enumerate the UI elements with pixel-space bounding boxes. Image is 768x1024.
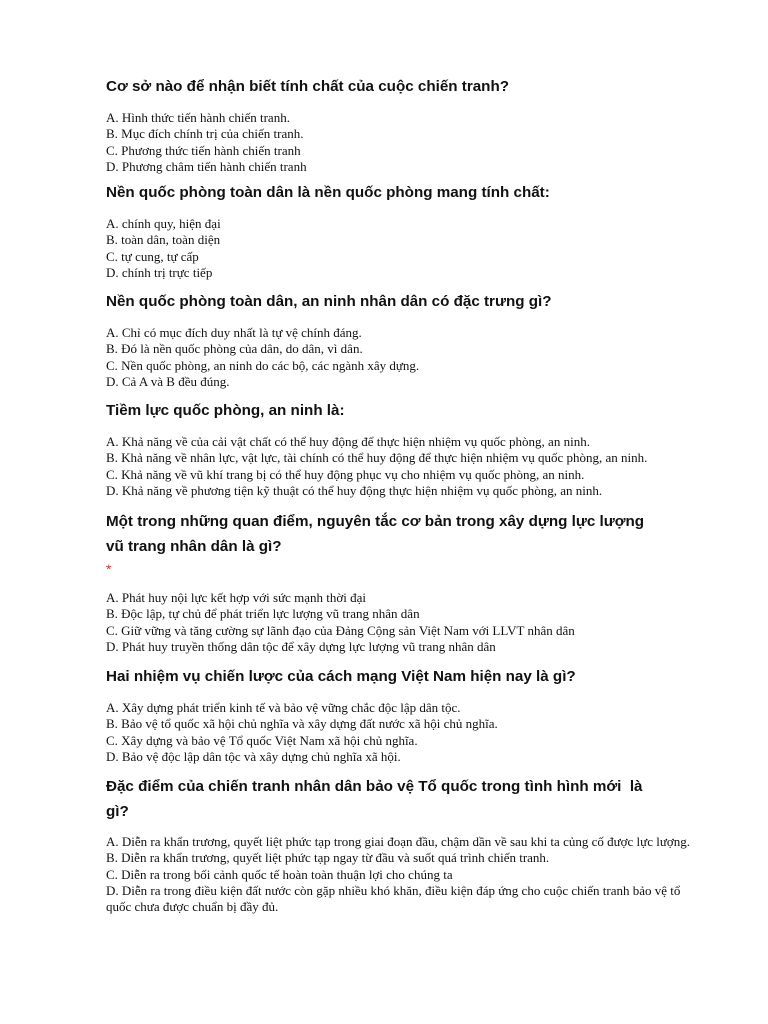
- option-list: [106, 325, 706, 390]
- option-d: D. Khả năng về phương tiện kỹ thuật có thể huy động thực hiện nhiệm vụ quốc phòng, an ninh.: [106, 482, 603, 498]
- question-block: [106, 666, 706, 765]
- question-title: Tiềm lực quốc phòng, an ninh là:: [106, 402, 345, 419]
- question-title: Một trong những quan điểm, nguyên tắc cơ bản trong xây dựng lực lượng vũ trang nhân dân là gì?: [106, 513, 649, 555]
- option-b: B. Đó là nền quốc phòng của dân, do dân, vì dân.: [106, 341, 363, 357]
- question-title: Nền quốc phòng toàn dân là nền quốc phòng mang tính chất:: [106, 184, 550, 201]
- option-list: [106, 434, 706, 499]
- option-list: [106, 216, 706, 281]
- option-c: C. Giữ vững và tăng cường sự lãnh đạo của Đảng Cộng sản Việt Nam với LLVT nhân dân: [106, 622, 575, 638]
- option-b: B. Khả năng về nhân lực, vật lực, tài chính có thể huy động để thực hiện nhiệm vụ quốc phòng, an ninh.: [106, 450, 648, 466]
- option-c: C. Khả năng về vũ khí trang bị có thể huy động phục vụ cho nhiệm vụ quốc phòng, an ninh.: [106, 466, 585, 482]
- question-block: [106, 400, 706, 499]
- option-d: D. Cả A và B đều đúng.: [106, 373, 230, 389]
- question-block: [106, 182, 706, 281]
- option-d: D. Bảo vệ độc lập dân tộc và xây dựng chủ nghĩa xã hội.: [106, 748, 401, 764]
- question-block: [106, 509, 706, 655]
- option-list: [106, 700, 706, 765]
- option-list: [106, 590, 706, 655]
- option-a: A. Khả năng về của cải vật chất có thể huy động để thực hiện nhiệm vụ quốc phòng, an ninh.: [106, 434, 590, 449]
- option-c: C. tự cung, tự cấp: [106, 248, 199, 264]
- option-c: C. Diễn ra trong bối cảnh quốc tế hoàn toàn thuận lợi cho chúng ta: [106, 866, 453, 882]
- option-d: D. Phát huy truyền thống dân tộc để xây dựng lực lượng vũ trang nhân dân: [106, 638, 496, 654]
- question-block: [106, 291, 706, 390]
- question-title: Đặc điểm của chiến tranh nhân dân bảo vệ Tổ quốc trong tình hình mới là gì?: [106, 778, 647, 820]
- option-b: B. toàn dân, toàn diện: [106, 232, 221, 248]
- option-list: [106, 834, 706, 915]
- option-a: A. Hình thức tiến hành chiến tranh.: [106, 110, 290, 125]
- question-title: Nền quốc phòng toàn dân, an ninh nhân dân có đặc trưng gì?: [106, 293, 552, 310]
- option-a: A. Diễn ra khẩn trương, quyết liệt phức tạp trong giai đoạn đầu, chậm dần về sau khi ta củng cố được lực lượng.: [106, 834, 691, 849]
- option-a: A. chính quy, hiện đại: [106, 216, 221, 231]
- question-title: Hai nhiệm vụ chiến lược của cách mạng Việt Nam hiện nay là gì?: [106, 668, 576, 685]
- option-b: B. Diễn ra khẩn trương, quyết liệt phức tạp ngay từ đầu và suốt quá trình chiến tranh.: [106, 850, 550, 866]
- question-block: [106, 76, 706, 175]
- option-c: C. Xây dựng và bảo vệ Tổ quốc Việt Nam xã hội chủ nghĩa.: [106, 732, 418, 748]
- option-a: A. Xây dựng phát triển kinh tế và bảo vệ vững chắc độc lập dân tộc.: [106, 700, 461, 715]
- option-b: B. Mục đích chính trị của chiến tranh.: [106, 126, 304, 142]
- option-a: A. Phát huy nội lực kết hợp với sức mạnh thời đại: [106, 590, 367, 605]
- option-c: C. Phương thức tiến hành chiến tranh: [106, 142, 301, 158]
- question-title: Cơ sở nào để nhận biết tính chất của cuộc chiến tranh?: [106, 78, 510, 95]
- option-d: D. Phương châm tiến hành chiến tranh: [106, 158, 307, 174]
- option-d: D. chính trị trực tiếp: [106, 264, 213, 280]
- option-b: B. Bảo vệ tổ quốc xã hội chủ nghĩa và xây dựng đất nước xã hội chủ nghĩa.: [106, 716, 498, 732]
- option-b: B. Độc lập, tự chủ để phát triển lực lượng vũ trang nhân dân: [106, 606, 420, 622]
- option-list: [106, 110, 706, 175]
- required-mark: *: [106, 561, 112, 577]
- option-a: A. Chỉ có mục đích duy nhất là tự vệ chính đáng.: [106, 325, 362, 340]
- option-d: D. Diễn ra trong điều kiện đất nước còn gặp nhiều khó khăn, điều kiện đáp ứng cho cuộc chiến tranh bảo vệ tổ quốc chưa được chuẩn bị đầy đủ.: [106, 882, 681, 915]
- question-block: [106, 774, 706, 915]
- option-c: C. Nền quốc phòng, an ninh do các bộ, các ngành xây dựng.: [106, 357, 420, 373]
